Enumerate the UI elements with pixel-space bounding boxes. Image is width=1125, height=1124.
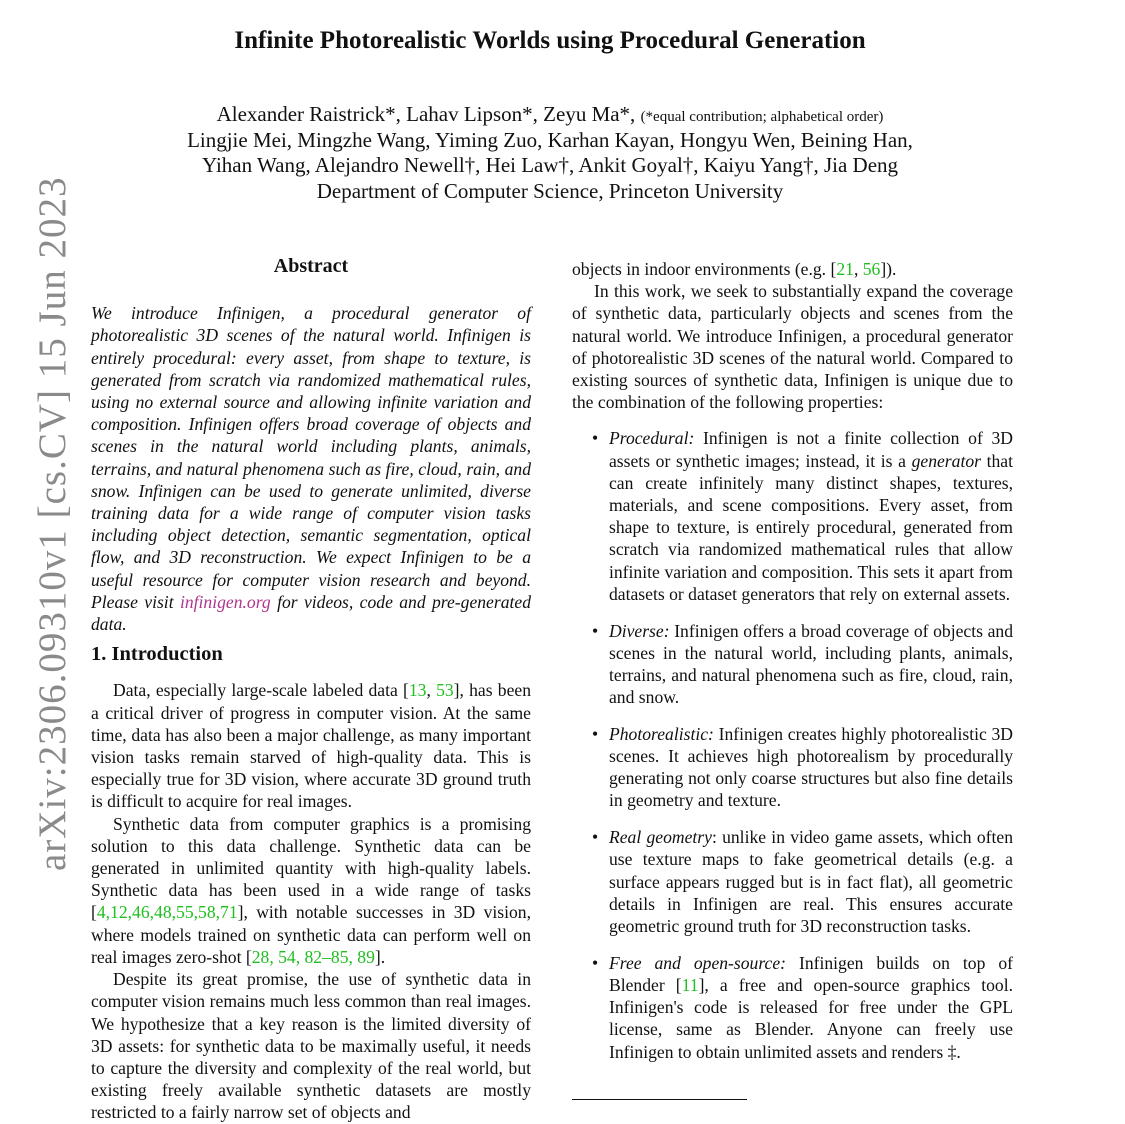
project-link[interactable]: infinigen.org [179,591,271,612]
author-line-3: Yihan Wang, Alejandro Newell†, Hei Law†, Ankit Goyal†, Kaiyu Yang†, Jia Deng [201,153,899,177]
intro-p1-text-a: Data, especially large-scale labeled data [ [113,680,409,701]
property-label: Photorealistic: [609,723,714,744]
equal-contribution-note: (*equal contribution; alphabetical order) [640,109,884,125]
intro-p2-text-c: ]. [374,946,386,967]
list-item-procedural [572,427,1013,605]
author-line-2: Lingjie Mei, Mingzhe Wang, Yiming Zuo, Karhan Kayan, Hongyu Wen, Beining Han, [187,128,913,152]
author-names-1: Alexander Raistrick*, Lahav Lipson*, Zeyu Ma*, [216,102,636,126]
property-text: Infinigen is not a finite collection of 3D assets or synthetic images; instead, it is a [609,428,1013,471]
bullet-icon: • [592,620,599,641]
footnote-divider [572,1099,747,1100]
citation-link[interactable]: 28, 54, 82–85, 89 [251,946,375,967]
paper-title: Infinite Photorealistic Worlds using Procedural Generation [234,27,866,54]
property-label: Free and open-source: [609,952,787,973]
intro-p1-text-b: ], has been a critical driver of progress in computer vision. At the same time, data has also been a major challenge, as many important vision tasks remain starved of high-quality data. This is especially true for 3D vision, where accurate 3D ground truth is difficult to acquire for real images. [91,680,532,812]
property-text: : unlike in video game assets, which often use texture maps to fake geometrical details (e.g. a surface appears rugged but is in fact flat), all geometric details in Infinigen are real. This ensures accurate geometric ground truth for 3D reconstruction tasks. [609,827,1013,936]
property-text: Infinigen creates highly photorealistic 3D scenes. It achieves high photorealism by procedurally generating not only coarse structures but also fine details in geometry and texture. [609,723,1013,811]
citation-link[interactable]: 4,12,46,48,55,58,71 [96,902,238,923]
right-column [572,258,1013,1077]
citation-link[interactable]: 53 [436,680,454,701]
citation-separator: , [853,259,863,279]
intro-p2-text-a: Synthetic data from computer graphics is a promising solution to this data challenge. Synthetic data can be generated in unlimited quantity with high-quality labels. Synthetic data has been used in a wide range of tasks [ [91,813,531,923]
property-label: Real geometry [609,827,712,848]
arxiv-identifier-stamp: arXiv:2306.09310v1 [cs.CV] 15 Jun 2023 [31,176,74,871]
right-paragraph-0 [572,258,1013,280]
abstract-body [91,302,531,635]
property-text: that can create infinitely many distinct shapes, textures, materials, and scene compositions. Every asset, from shape to texture, is entirely procedural, generated from scratch via randomized mathematical rules that allow infinite variation and composition. This sets it apart from datasets or dataset generators that rely on external assets. [609,450,1014,604]
list-item-diverse [572,620,1013,709]
citation-link[interactable]: 11 [681,974,699,995]
list-item-free-open-source [572,952,1013,1063]
abstract-heading: Abstract [273,255,349,277]
intro-paragraph-2 [91,813,531,968]
list-item-photorealistic [572,723,1013,812]
property-label: Procedural: [609,428,695,449]
right-p0-text-a: objects in indoor environments (e.g. [ [572,259,837,279]
bullet-icon: • [592,827,599,848]
bullet-icon: • [592,952,599,973]
left-column [91,255,531,1124]
list-item-real-geometry [572,826,1013,937]
intro-p2-text-b: ], with notable successes in 3D vision, where models trained on synthetic data can perform well on real images zero-shot [ [91,902,531,967]
intro-paragraph-3: Despite its great promise, the use of synthetic data in computer vision remains much less common than real images. We hypothesize that a key reason is the limited diversity of 3D assets: for synthetic data to be maximally useful, it needs to capture the diversity and complexity of the real world, but existing freely available synthetic datasets are mostly restricted to a fairly narrow set of objects and [91,969,531,1123]
abstract-text: We introduce Infinigen, a procedural generator of photorealistic 3D scenes of the natural world. Infinigen is entirely procedural: every asset, from shape to texture, is generated from scratch via randomized mathematical rules, using no external source and allowing infinite variation and composition. Infinigen offers broad coverage of objects and scenes in the natural world including plants, animals, terrains, and natural phenomena such as fire, cloud, rain, and snow. Infinigen can be used to generate unlimited, diverse training data for a wide range of computer vision tasks including object detection, semantic segmentation, optical flow, and 3D reconstruction. We expect Infinigen to be a useful resource for computer vision research and beyond. Please visit [91,303,531,612]
bullet-icon: • [592,428,599,449]
bullet-icon: • [592,723,599,744]
intro-paragraph-1 [91,679,531,812]
section-heading-introduction: 1. Introduction [91,643,223,666]
citation-link[interactable]: 13 [408,680,427,701]
citation-link[interactable]: 21 [836,259,854,279]
right-paragraph-1: In this work, we seek to substantially expand the coverage of synthetic data, particularly objects and scenes from the natural world. We introduce Infinigen, a procedural generator of photorealistic 3D scenes of the natural world. Compared to existing sources of synthetic data, Infinigen is unique due to the combination of the following properties: [572,281,1013,413]
right-p0-text-b: ]). [880,259,897,279]
property-label: Diverse: [609,620,670,641]
affiliation: Department of Computer Science, Princeton University [316,179,784,203]
author-line-1 [0,102,1100,127]
properties-list [572,427,1013,1062]
property-text: Infinigen offers a broad coverage of objects and scenes in the natural world, including plants, animals, terrains, and natural phenomena such as fire, cloud, rain, and snow. [609,620,1013,708]
citation-separator: , [426,680,437,701]
property-text: Infinigen builds on top of Blender [ [609,952,1013,995]
citation-link[interactable]: 56 [862,259,881,279]
emphasis-generator: generator [911,450,981,471]
property-text: ], a free and open-source graphics tool. Infinigen's code is released for free under the GPL license, same as Blender. Anyone can freely use Infinigen to obtain unlimited assets and renders ‡. [609,974,1014,1062]
abstract-tail: for videos, code and pre-generated data. [91,591,531,635]
